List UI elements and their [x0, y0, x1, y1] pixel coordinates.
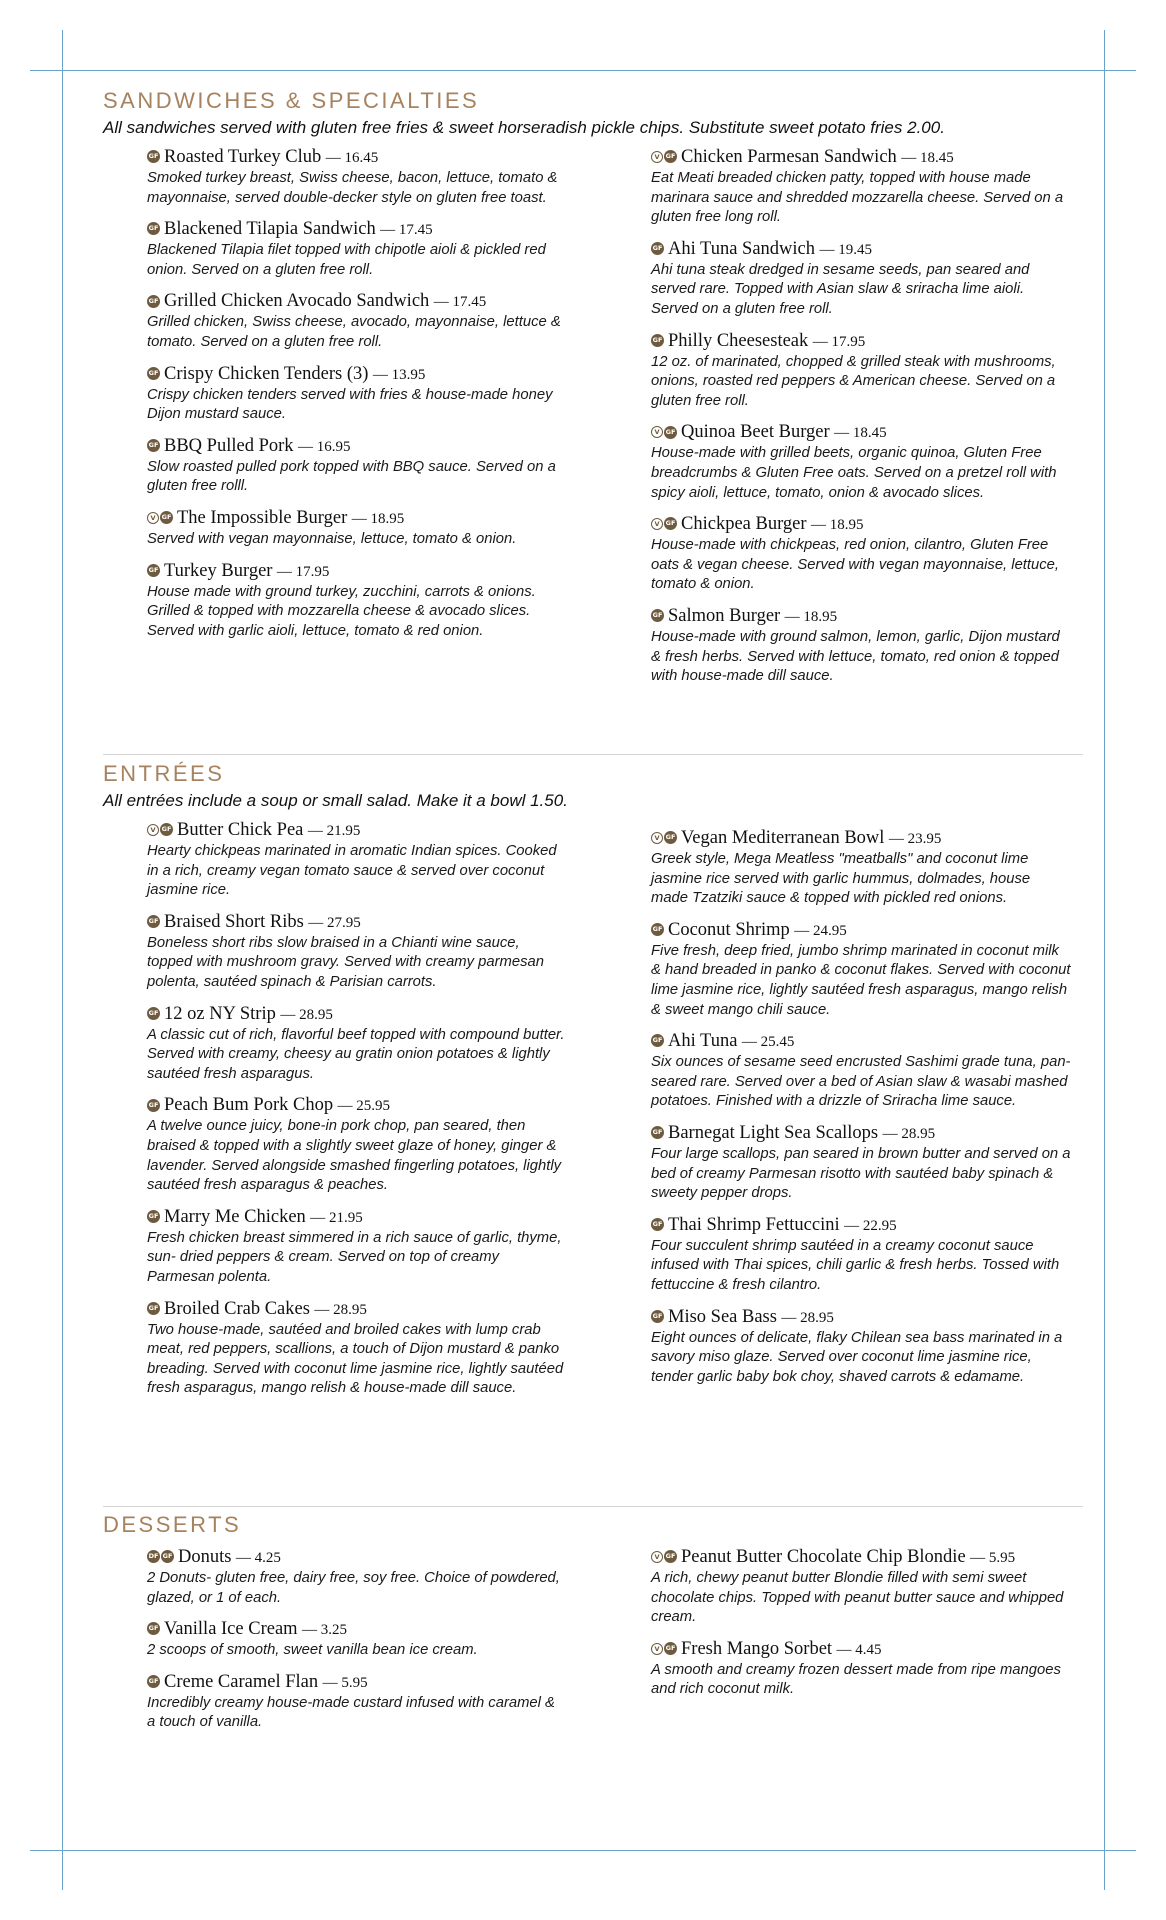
menu-item-header — [651, 919, 1071, 942]
menu-item-header — [651, 1030, 1071, 1053]
menu-item-description: Five fresh, deep fried, jumbo shrimp marinated in coconut milk & hand breaded in panko & coconut flakes. Served with coconut lime jasmine rice, lightly sautéed fresh asparagus, mango relish & sweet mango chili sauce. — [651, 942, 1071, 1018]
menu-item — [147, 560, 567, 642]
menu-item-header — [147, 290, 567, 313]
menu-item-price: — 28.95 — [781, 1309, 834, 1326]
dietary-badges — [147, 1618, 161, 1639]
dietary-badges — [651, 513, 678, 534]
dietary-badges — [651, 1214, 665, 1235]
menu-item-description: House made with ground turkey, zucchini, carrots & onions. Grilled & topped with mozzarella cheese & avocado slices. Served with garlic aioli, lettuce, tomato & red onion. — [147, 583, 536, 639]
vegan-icon: V — [651, 518, 663, 530]
menu-item-header — [147, 1298, 567, 1321]
menu-item-description: Boneless short ribs slow braised in a Chianti wine sauce, topped with mushroom gravy. Served with creamy parmesan polenta, sautéed spinach & Parisian carrots. — [147, 934, 544, 990]
menu-item — [651, 330, 1071, 412]
menu-item-description: Smoked turkey breast, Swiss cheese, bacon, lettuce, tomato & mayonnaise, served double-decker style on gluten free toast. — [147, 170, 558, 206]
gluten-free-icon: GF — [664, 517, 677, 530]
sandwiches-left-column — [147, 146, 567, 651]
menu-item-header — [651, 827, 1071, 850]
menu-item-description: Served with vegan mayonnaise, lettuce, tomato & onion. — [147, 530, 517, 547]
menu-item — [147, 218, 567, 280]
menu-item-price: — 22.95 — [844, 1217, 897, 1234]
dietary-badges — [651, 238, 665, 259]
menu-item-price: — 18.95 — [784, 608, 838, 625]
dietary-badges — [147, 507, 174, 528]
dietary-badges — [651, 827, 678, 848]
section-subtitle-sandwiches: All sandwiches served with gluten free fries & sweet horseradish pickle chips. Substitute sweet potato fries 2.00. — [103, 118, 945, 137]
menu-item-header — [651, 1122, 1071, 1145]
menu-item-description: A smooth and creamy frozen dessert made from ripe mangoes and rich coconut milk. — [651, 1661, 1061, 1698]
crop-mark-right — [1104, 30, 1105, 1890]
menu-item-description: Eat Meati breaded chicken patty, topped with house made marinara sauce and shredded mozzarella cheese. Served on a gluten free long roll. — [651, 170, 1064, 226]
menu-item-price: — 4.25 — [235, 1550, 281, 1566]
menu-item-header — [147, 1206, 567, 1229]
menu-item-description: A rich, chewy peanut butter Blondie filled with semi sweet chocolate chips. Topped with peanut butter sauce and whipped cream. — [651, 1570, 1064, 1626]
desserts-section — [103, 1512, 1083, 1731]
menu-item-description: House-made with ground salmon, lemon, garlic, Dijon mustard & fresh herbs. Served with lettuce, tomato, red onion & topped with house-made dill sauce. — [651, 628, 1060, 685]
menu-item-header — [147, 146, 567, 169]
menu-item-name: Coconut Shrimp — [668, 919, 790, 940]
menu-item — [147, 290, 567, 352]
menu-item — [651, 827, 1071, 909]
vegan-icon: V — [651, 1643, 663, 1655]
menu-item-name: Peanut Butter Chocolate Chip Blondie — [681, 1547, 966, 1567]
menu-item-header — [651, 238, 1071, 261]
menu-item-name: Miso Sea Bass — [668, 1306, 777, 1327]
menu-item-description: Slow roasted pulled pork topped with BBQ sauce. Served on a gluten free rolll. — [147, 458, 556, 495]
menu-item-price: — 17.95 — [812, 333, 866, 350]
crop-mark-left — [62, 30, 63, 1890]
menu-item-name: Thai Shrimp Fettuccini — [668, 1214, 840, 1235]
menu-item — [147, 435, 567, 497]
menu-item-price: — 5.95 — [322, 1674, 368, 1691]
gluten-free-icon: GF — [651, 609, 664, 622]
gluten-free-icon: GF — [147, 1675, 160, 1688]
menu-item — [147, 1094, 567, 1195]
menu-item-header — [147, 911, 567, 934]
dietary-badges — [147, 1546, 175, 1567]
menu-item-price: — 18.95 — [810, 517, 864, 534]
menu-item-description: 12 oz. of marinated, chopped & grilled steak with mushrooms, onions, roasted red peppers & American cheese. Served on a gluten free roll. — [651, 353, 1056, 409]
menu-item-description: House-made with chickpeas, red onion, cilantro, Gluten Free oats & vegan cheese. Served with vegan mayonnaise, lettuce, tomato & onion. — [651, 537, 1059, 593]
dietary-badges — [651, 1546, 678, 1567]
menu-item — [651, 1546, 1071, 1628]
menu-item-header — [147, 435, 567, 458]
menu-item — [651, 1638, 1071, 1700]
menu-item — [147, 819, 567, 901]
menu-item — [147, 1546, 567, 1608]
menu-item-description: 2 scoops of smooth, sweet vanilla bean ice cream. — [147, 1642, 478, 1659]
dietary-badges — [147, 1671, 161, 1692]
menu-item — [147, 507, 567, 550]
dietary-badges — [147, 560, 161, 581]
menu-item-description: Greek style, Mega Meatless "meatballs" and coconut lime jasmine rice served with garlic hummus, dolmades, house made Tzatziki sauce & topped with pickled red onions. — [651, 851, 1031, 907]
crop-mark-bottom — [30, 1850, 1136, 1851]
vegan-icon: V — [651, 1551, 663, 1563]
gluten-free-icon: GF — [147, 367, 160, 380]
menu-item-name: Grilled Chicken Avocado Sandwich — [164, 291, 430, 312]
menu-item-name: Butter Chick Pea — [177, 820, 304, 840]
menu-item — [147, 1298, 567, 1399]
menu-item — [147, 146, 567, 208]
menu-item-description: Four succulent shrimp sautéed in a creamy coconut sauce infused with Thai spices, chili garlic & fresh herbs. Tossed with fettuccine & fresh cilantro. — [651, 1237, 1060, 1293]
menu-item-header — [147, 1671, 567, 1694]
menu-item-price: — 19.45 — [819, 241, 872, 258]
section-divider — [103, 754, 1083, 755]
menu-item-description: Incredibly creamy house-made custard infused with caramel & a touch of vanilla. — [147, 1694, 555, 1731]
dietary-badges — [147, 819, 174, 840]
menu-item — [651, 1306, 1071, 1388]
dietary-badges — [651, 1638, 678, 1659]
menu-item-header — [147, 1546, 567, 1569]
dietary-badges — [147, 1003, 161, 1024]
menu-item-header — [147, 1003, 567, 1026]
gluten-free-icon: GF — [664, 831, 677, 844]
menu-item-price: — 3.25 — [302, 1622, 347, 1639]
section-subtitle-entrees: All entrées include a soup or small salad. Make it a bowl 1.50. — [103, 791, 568, 810]
vegan-icon: V — [651, 832, 663, 844]
dietary-badges — [147, 1094, 161, 1115]
menu-item — [651, 1122, 1071, 1204]
menu-item-name: Quinoa Beet Burger — [681, 422, 830, 443]
menu-item — [147, 1618, 567, 1661]
menu-item-name: Vegan Mediterranean Bowl — [681, 828, 885, 848]
menu-item — [147, 1003, 567, 1085]
menu-item-name: 12 oz NY Strip — [164, 1003, 276, 1024]
gluten-free-icon: GF — [147, 915, 160, 928]
menu-item-description: A twelve ounce juicy, bone-in pork chop, pan seared, then braised & topped with a slightly sweet glaze of honey, ginger & lavender. Served alongside smashed fingerling potatoes, lightly sautéed fresh asparagus & peaches. — [147, 1118, 562, 1194]
vegan-icon: V — [651, 426, 663, 438]
menu-item-header — [147, 363, 567, 386]
entrees-left-column — [147, 819, 567, 1409]
menu-item-description: Two house-made, sautéed and broiled cakes with lump crab meat, red peppers, scallions, a touch of Dijon mustard & panko breading. Served with coconut lime jasmine rice, lightly sautéed fresh asparagus, mango relish & house-made dill sauce. — [147, 1321, 564, 1397]
crop-mark-top — [30, 70, 1136, 71]
menu-item-name: Chickpea Burger — [681, 514, 807, 535]
menu-item-name: Braised Short Ribs — [164, 911, 304, 932]
gluten-free-icon: GF — [651, 1126, 664, 1139]
gluten-free-icon: GF — [160, 823, 173, 836]
menu-item-header — [147, 507, 567, 530]
dietary-badges — [147, 146, 161, 167]
menu-item — [651, 513, 1071, 595]
menu-item-name: Broiled Crab Cakes — [164, 1298, 310, 1319]
section-title-sandwiches: SANDWICHES & SPECIALTIES — [103, 88, 480, 113]
gluten-free-icon: GF — [147, 222, 160, 235]
dietary-badges — [651, 146, 678, 167]
menu-item-name: Creme Caramel Flan — [164, 1671, 319, 1692]
menu-item — [651, 146, 1071, 228]
section-title-desserts: DESSERTS — [103, 1512, 242, 1537]
menu-item-price: — 25.45 — [741, 1034, 795, 1051]
gluten-free-icon: GF — [664, 150, 677, 163]
menu-item-name: Philly Cheesesteak — [668, 330, 809, 351]
menu-item-description: Hearty chickpeas marinated in aromatic Indian spices. Cooked in a rich, creamy vegan tomato sauce & served over coconut jasmine rice. — [147, 843, 557, 899]
gluten-free-icon: GF — [651, 1218, 664, 1231]
dietary-badges — [147, 1206, 161, 1227]
menu-item-name: Turkey Burger — [164, 560, 273, 581]
gluten-free-icon: GF — [651, 1034, 664, 1047]
dietary-badges — [147, 1298, 161, 1319]
menu-item-name: Marry Me Chicken — [164, 1206, 306, 1227]
dietary-badges — [651, 1030, 665, 1051]
gluten-free-icon: GF — [147, 1210, 160, 1223]
gluten-free-icon: GF — [147, 564, 160, 577]
menu-item-name: Ahi Tuna — [668, 1031, 738, 1052]
menu-item-description: Blackened Tilapia filet topped with chipotle aioli & pickled red onion. Served on a gluten free roll. — [147, 242, 546, 278]
menu-item-name: Donuts — [178, 1547, 232, 1567]
vegan-icon: V — [147, 824, 159, 836]
menu-item-price: — 28.95 — [280, 1006, 333, 1023]
gluten-free-icon: GF — [651, 242, 664, 255]
gluten-free-icon: GF — [147, 1099, 160, 1112]
menu-item-price: — 18.95 — [351, 510, 405, 527]
dietary-badges — [651, 919, 665, 940]
menu-item-header — [651, 1546, 1071, 1569]
dietary-badges — [651, 1306, 665, 1327]
menu-item-header — [147, 218, 567, 241]
menu-item-description: A classic cut of rich, flavorful beef topped with compound butter. Served with creamy, cheesy au gratin onion potatoes & lightly sautéed fresh asparagus. — [147, 1026, 565, 1082]
menu-item-name: Chicken Parmesan Sandwich — [681, 147, 897, 167]
menu-item-price: — 24.95 — [794, 922, 847, 939]
menu-item-price: — 16.95 — [297, 438, 351, 455]
menu-item-price: — 5.95 — [970, 1550, 1016, 1566]
vegan-icon: V — [651, 151, 663, 163]
menu-item-description: Four large scallops, pan seared in brown butter and served on a bed of creamy Parmesan risotto with sautéed baby spinach & sweety pepper drops. — [651, 1145, 1071, 1202]
sandwiches-right-column — [651, 146, 1071, 697]
gluten-free-icon: GF — [651, 334, 664, 347]
section-title-entrees: ENTRÉES — [103, 761, 225, 786]
menu-item-name: Ahi Tuna Sandwich — [668, 238, 815, 259]
menu-item-name: The Impossible Burger — [177, 507, 348, 528]
menu-item — [147, 363, 567, 425]
dietary-badges — [147, 363, 161, 384]
menu-item-name: Fresh Mango Sorbet — [681, 1638, 833, 1659]
gluten-free-icon: GF — [147, 150, 160, 163]
menu-item-header — [651, 1214, 1071, 1237]
menu-item-header — [651, 605, 1071, 628]
gluten-free-icon: GF — [651, 1310, 664, 1323]
menu-item-header — [651, 513, 1071, 536]
menu-item-price: — 21.95 — [310, 1209, 363, 1226]
sandwiches-section — [103, 88, 1083, 685]
dietary-badges — [147, 911, 161, 932]
menu-item-header — [147, 819, 567, 842]
gluten-free-icon: GF — [147, 439, 160, 452]
menu-item — [651, 1214, 1071, 1296]
vegan-icon: V — [147, 512, 159, 524]
menu-item — [651, 238, 1071, 320]
menu-item-price: — 27.95 — [308, 914, 361, 931]
menu-item-price: — 28.95 — [314, 1301, 367, 1318]
dietary-badges — [147, 218, 161, 239]
menu-item — [651, 1030, 1071, 1112]
menu-item-description: Fresh chicken breast simmered in a rich sauce of garlic, thyme, sun- dried peppers & cream. Served on top of creamy Parmesan polenta. — [147, 1229, 562, 1285]
dietary-badges — [147, 290, 161, 311]
menu-item-price: — 4.45 — [836, 1641, 882, 1658]
menu-item-header — [651, 1638, 1071, 1661]
entrees-section — [103, 761, 1083, 1397]
menu-item-price: — 21.95 — [307, 823, 361, 839]
menu-item-price: — 28.95 — [882, 1125, 936, 1142]
menu-item-header — [651, 421, 1071, 444]
menu-item-price: — 23.95 — [888, 831, 942, 847]
menu-item-name: Barnegat Light Sea Scallops — [668, 1122, 879, 1143]
menu-item-price: — 18.45 — [834, 425, 887, 442]
menu-item-header — [651, 1306, 1071, 1329]
menu-item-price: — 13.95 — [372, 366, 426, 383]
dietary-badges — [651, 330, 665, 351]
section-divider — [103, 1506, 1083, 1507]
dietary-badges — [651, 1122, 665, 1143]
desserts-right-column — [651, 1546, 1071, 1710]
menu-item-description: Grilled chicken, Swiss cheese, avocado, mayonnaise, lettuce & tomato. Served on a gluten free roll. — [147, 314, 561, 350]
gluten-free-icon: GF — [147, 1302, 160, 1315]
gluten-free-icon: GF — [664, 426, 677, 439]
menu-item-name: Crispy Chicken Tenders (3) — [164, 363, 369, 384]
menu-item-description: Ahi tuna steak dredged in sesame seeds, pan seared and served rare. Topped with Asian slaw & sriracha lime aioli. Served on a gluten free roll. — [651, 261, 1030, 317]
menu-item-name: Roasted Turkey Club — [164, 147, 322, 167]
dietary-badges — [651, 605, 665, 626]
dietary-badges — [147, 435, 161, 456]
entrees-right-column — [651, 827, 1071, 1397]
menu-item-price: — 25.95 — [337, 1098, 391, 1115]
menu-item — [651, 605, 1071, 687]
menu-item-name: BBQ Pulled Pork — [164, 435, 294, 456]
menu-item — [147, 911, 567, 993]
desserts-left-column — [147, 1546, 567, 1743]
gluten-free-icon: GF — [147, 295, 160, 308]
menu-item-header — [147, 1094, 567, 1117]
menu-item-header — [651, 146, 1071, 169]
gluten-free-icon: GF — [160, 511, 173, 524]
gluten-free-icon: GF — [161, 1550, 174, 1563]
gluten-free-icon: GF — [147, 1007, 160, 1020]
menu-item-name: Salmon Burger — [668, 605, 781, 626]
menu-item — [651, 421, 1071, 503]
menu-item-price: — 16.45 — [325, 150, 379, 166]
dairy-free-icon: DF — [147, 1550, 160, 1563]
menu-item-description: House-made with grilled beets, organic quinoa, Gluten Free breadcrumbs & Gluten Free oats. Served on a pretzel roll with spicy aioli, lettuce, tomato, onion & avocado slices. — [651, 445, 1057, 501]
menu-item-price: — 17.45 — [433, 294, 487, 311]
menu-item-header — [147, 560, 567, 583]
gluten-free-icon: GF — [664, 1642, 677, 1655]
menu-item-name: Blackened Tilapia Sandwich — [164, 219, 376, 240]
menu-item-name: Vanilla Ice Cream — [164, 1619, 298, 1640]
gluten-free-icon: GF — [651, 923, 664, 936]
menu-item-description: Eight ounces of delicate, flaky Chilean sea bass marinated in a savory miso glaze. Served over coconut lime jasmine rice, tender garlic baby bok choy, shaved carrots & edamame. — [651, 1329, 1063, 1385]
gluten-free-icon: GF — [664, 1550, 677, 1563]
menu-item-price: — 17.95 — [276, 563, 330, 580]
menu-item-header — [147, 1618, 567, 1641]
menu-item-description: Crispy chicken tenders served with fries & house-made honey Dijon mustard sauce. — [147, 386, 553, 423]
menu-item-description: 2 Donuts- gluten free, dairy free, soy free. Choice of powdered, glazed, or 1 of each. — [147, 1570, 560, 1606]
menu-item — [147, 1206, 567, 1288]
menu-item-description: Six ounces of sesame seed encrusted Sashimi grade tuna, pan-seared rare. Served over a bed of Asian slaw & wasabi mashed potatoes. Finished with a drizzle of Sriracha lime sauce. — [651, 1054, 1071, 1110]
gluten-free-icon: GF — [147, 1622, 160, 1635]
menu-item-price: — 18.45 — [901, 150, 954, 166]
dietary-badges — [651, 421, 678, 442]
menu-item — [147, 1671, 567, 1733]
menu-item — [651, 919, 1071, 1020]
menu-item-name: Peach Bum Pork Chop — [164, 1095, 334, 1116]
menu-item-price: — 17.45 — [380, 222, 433, 239]
menu-item-header — [651, 330, 1071, 353]
